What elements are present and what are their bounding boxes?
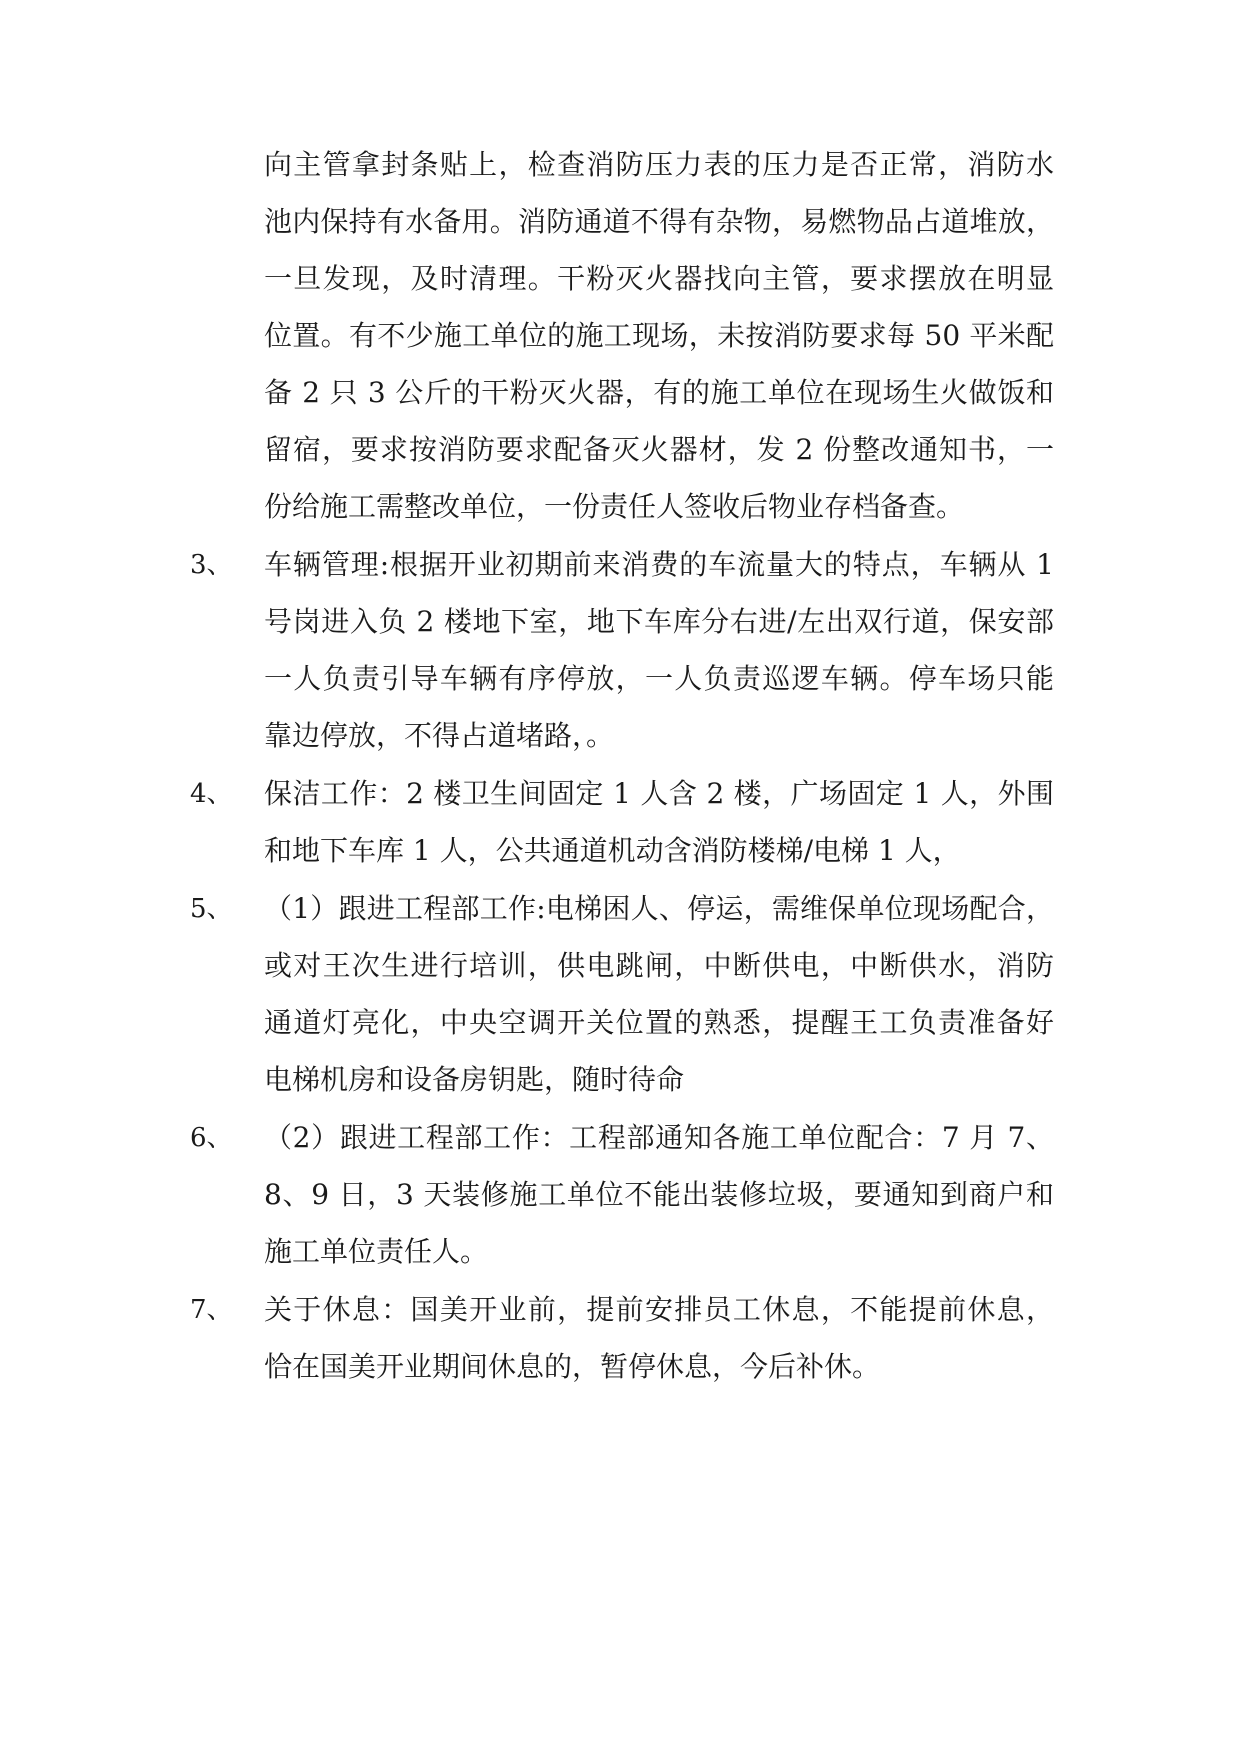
- item-number: 6、: [190, 1123, 233, 1153]
- item-number: 4、: [190, 779, 233, 809]
- text-line: 电梯机房和设备房钥匙，随时待命: [264, 1063, 685, 1096]
- text-line: 留宿，要求按消防要求配备灭火器材，发 2 份整改通知书，一: [264, 433, 1054, 466]
- text-line: 恰在国美开业期间休息的，暂停休息，今后补休。: [264, 1350, 881, 1383]
- text-line: 车辆管理:根据开业初期前来消费的车流量大的特点，车辆从 1: [264, 548, 1054, 581]
- text-line: 池内保持有水备用。消防通道不得有杂物，易燃物品占道堆放，: [264, 205, 1054, 238]
- text-line: 号岗进入负 2 楼地下室，地下车库分右进/左出双行道，保安部: [264, 605, 1054, 638]
- text-line: 位置。有不少施工单位的施工现场，未按消防要求每 50 平米配: [264, 319, 1054, 352]
- text-line: （1）跟进工程部工作:电梯困人、停运，需维保单位现场配合，: [264, 892, 1054, 925]
- text-line: 和地下车库 1 人，公共通道机动含消防楼梯/电梯 1 人，: [264, 834, 961, 867]
- text-line: 保洁工作：2 楼卫生间固定 1 人含 2 楼，广场固定 1 人，外围: [264, 777, 1054, 810]
- text-line: 备 2 只 3 公斤的干粉灭火器，有的施工单位在现场生火做饭和: [264, 376, 1054, 409]
- item-number: 5、: [190, 894, 233, 924]
- text-line: 份给施工需整改单位，一份责任人签收后物业存档备查。: [264, 490, 965, 523]
- text-line: 或对王次生进行培训，供电跳闸，中断供电，中断供水，消防: [264, 949, 1054, 982]
- item-number: 3、: [190, 550, 233, 580]
- text-line: 一旦发现，及时清理。干粉灭火器找向主管，要求摆放在明显: [264, 262, 1054, 295]
- text-line: （2）跟进工程部工作：工程部通知各施工单位配合：7 月 7、: [264, 1121, 1054, 1154]
- text-line: 关于休息：国美开业前，提前安排员工休息，不能提前休息，: [264, 1293, 1054, 1326]
- text-line: 靠边停放，不得占道堵路，。: [264, 719, 615, 752]
- text-line: 一人负责引导车辆有序停放，一人负责巡逻车辆。停车场只能: [264, 662, 1054, 695]
- text-line: 向主管拿封条贴上，检查消防压力表的压力是否正常，消防水: [264, 148, 1054, 181]
- text-line: 8、9 日，3 天装修施工单位不能出装修垃圾，要通知到商户和: [264, 1178, 1054, 1211]
- text-line: 通道灯亮化，中央空调开关位置的熟悉，提醒王工负责准备好: [264, 1006, 1054, 1039]
- text-line: 施工单位责任人。: [264, 1235, 489, 1268]
- item-number: 7、: [190, 1295, 233, 1325]
